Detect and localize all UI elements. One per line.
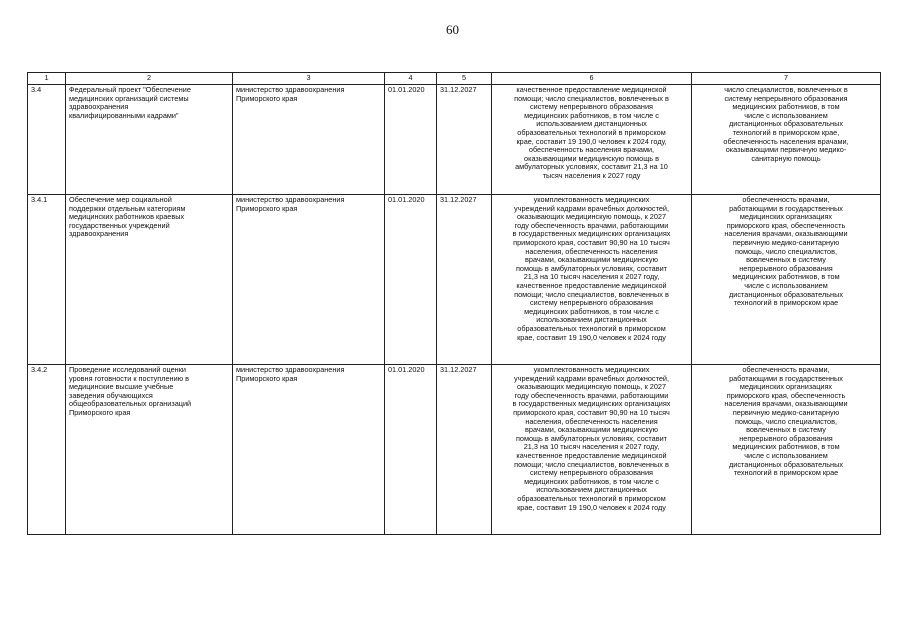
start-date: 01.01.2020 (385, 85, 437, 195)
column-number-row (28, 73, 881, 85)
responsible-executor: министерство здравоохранения Приморского края (233, 85, 385, 195)
target-indicator: число специалистов, вовлеченных в систему непрерывного образования медицинских работников, в том числе с использованием дистанционных образовательных технологий в приморском крае, обеспеченность населения врачами, оказывающими первичную медико- санитарную помощь (692, 85, 881, 195)
column-header-2: 2 (66, 73, 233, 85)
row-number: 3.4 (28, 85, 66, 195)
responsible-executor: министерство здравоохранения Приморского края (233, 195, 385, 365)
column-header-6: 6 (492, 73, 692, 85)
end-date: 31.12.2027 (437, 85, 492, 195)
expected-result: укомплектованность медицинских учреждений кадрами врачебных должностей, оказывающих медицинскую помощь, к 2027 году обеспеченность врачами, работающими в государственных медицинских организациях приморского края, составит 90,90 на 10 тысяч населения, обеспеченность населения врачами, оказывающими медицинскую помощь в амбулаторных условиях, составит 21,3 на 10 тысяч населения к 2027 году, качественное предоставление медицинской помощи; число специалистов, вовлеченных в систему непрерывного образования медицинских работников, в том числе с использованием дистанционных образовательных технологий в приморском крае, составит 19 190,0 человек к 2024 году (492, 365, 692, 535)
program-table (27, 72, 881, 535)
column-header-1: 1 (28, 73, 66, 85)
responsible-executor: министерство здравоохранения Приморского края (233, 365, 385, 535)
expected-result: укомплектованность медицинских учреждений кадрами врачебных должностей, оказывающих медицинскую помощь, к 2027 году обеспеченность врачами, работающими в государственных медицинских организациях приморского края, составит 90,90 на 10 тысяч населения, обеспеченность населения врачами, оказывающими медицинскую помощь в амбулаторных условиях, составит 21,3 на 10 тысяч населения к 2027 году, качественное предоставление медицинской помощи; число специалистов, вовлеченных в систему непрерывного образования медицинских работников, в том числе с использованием дистанционных образовательных технологий в приморском крае, составит 19 190,0 человек к 2024 году (492, 195, 692, 365)
start-date: 01.01.2020 (385, 195, 437, 365)
target-indicator: обеспеченность врачами, работающими в государственных медицинских организациях приморского края, обеспеченность населения врачами, оказывающими первичную медико-санитарную помощь, число специалистов, вовлеченных в систему непрерывного образования медицинских работников, в том числе с использованием дистанционных образовательных технологий в приморском крае (692, 195, 881, 365)
target-indicator: обеспеченность врачами, работающими в государственных медицинских организациях приморского края, обеспеченность населения врачами, оказывающими первичную медико-санитарную помощь, число специалистов, вовлеченных в систему непрерывного образования медицинских работников, в том числе с использованием дистанционных образовательных технологий в приморском крае (692, 365, 881, 535)
column-header-4: 4 (385, 73, 437, 85)
column-header-3: 3 (233, 73, 385, 85)
activity-name: Обеспечение мер социальной поддержки отдельным категориям медицинских работников краевых государственных учреждений здравоохранения (66, 195, 233, 365)
activity-name: Федеральный проект "Обеспечение медицинских организаций системы здравоохранения квалифицированными кадрами" (66, 85, 233, 195)
end-date: 31.12.2027 (437, 365, 492, 535)
row-number: 3.4.1 (28, 195, 66, 365)
end-date: 31.12.2027 (437, 195, 492, 365)
column-header-7: 7 (692, 73, 881, 85)
row-number: 3.4.2 (28, 365, 66, 535)
column-header-5: 5 (437, 73, 492, 85)
table-row (28, 85, 881, 195)
table-row (28, 195, 881, 365)
expected-result: качественное предоставление медицинской помощи; число специалистов, вовлеченных в систему непрерывного образования медицинских работников, в том числе с использованием дистанционных образовательных технологий в приморском крае, составит 19 190,0 человек к 2024 году, обеспеченность населения врачами, оказывающими медицинскую помощь в амбулаторных условиях, составит 21,3 на 10 тысяч населения к 2027 году (492, 85, 692, 195)
table-row (28, 365, 881, 535)
page-number: 60 (446, 22, 459, 37)
activity-name: Проведение исследований оценки уровня готовности к поступлению в медицинские высшие учебные заведения обучающихся общеобразовательных организаций Приморского края (66, 365, 233, 535)
start-date: 01.01.2020 (385, 365, 437, 535)
